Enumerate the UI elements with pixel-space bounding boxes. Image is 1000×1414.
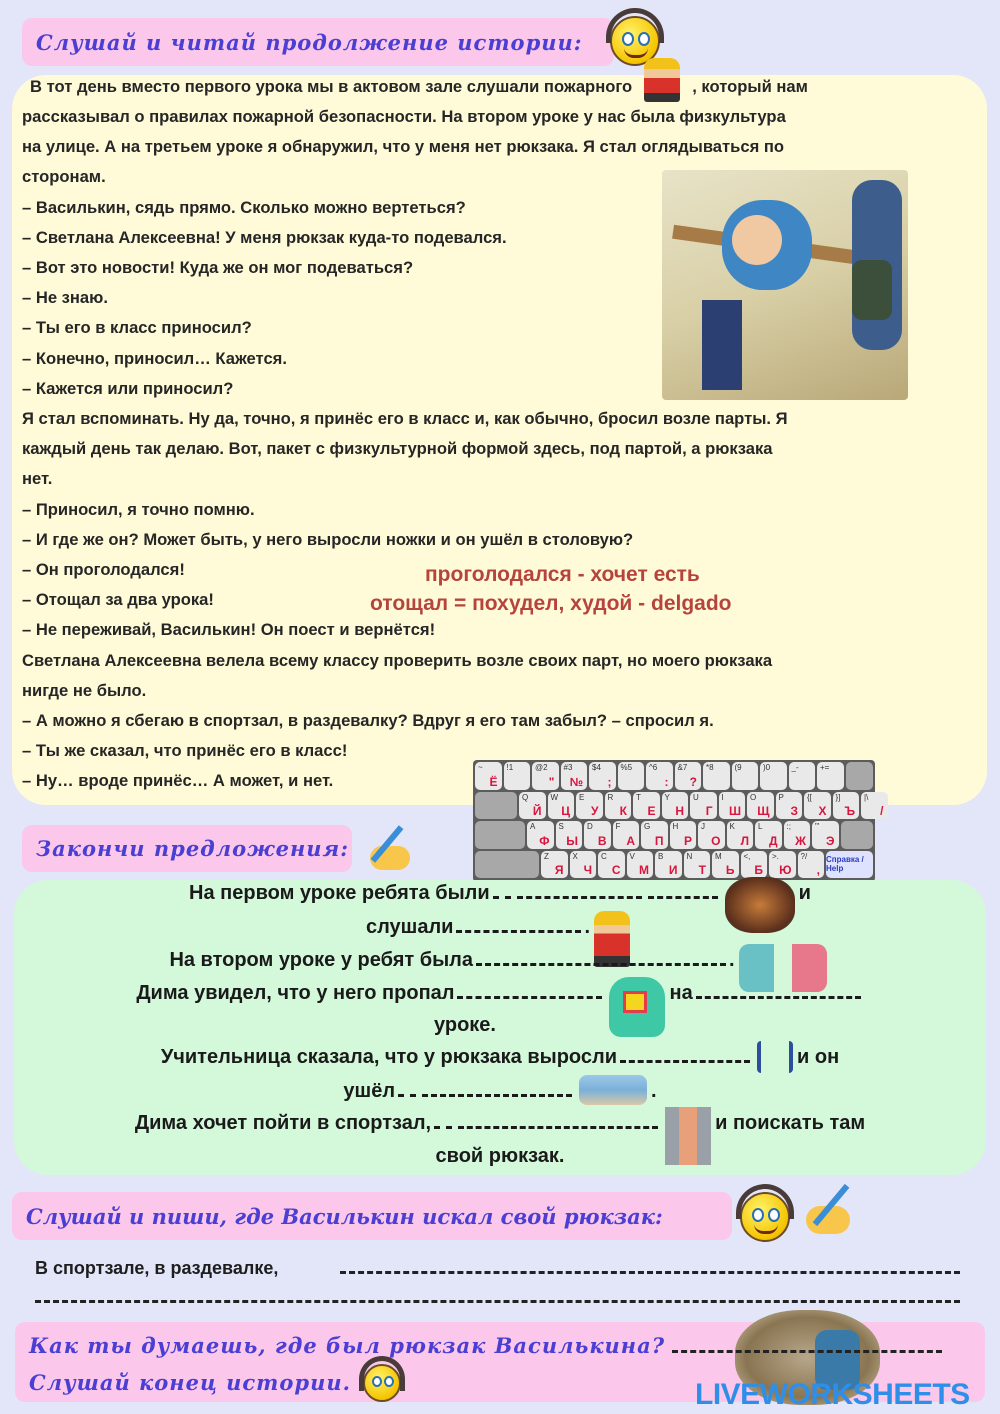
sentence-text: Дима увидел, что у него пропал [136,982,455,1004]
key[interactable] [576,792,603,820]
answer-blank[interactable] [620,1047,750,1063]
key[interactable] [833,792,860,820]
key[interactable] [732,762,759,790]
key-latin: ^6 [649,763,658,772]
key-backspace[interactable] [846,762,874,790]
answer-blank[interactable] [398,1081,416,1097]
story-line: на улице. А на третьем уроке я обнаружил, что у меня нет рюкзака. Я стал оглядываться по [22,137,785,157]
key-latin: G [644,822,651,831]
key-latin: _- [791,763,799,772]
answer-blank[interactable] [458,1113,658,1129]
sentence-text: свой рюкзак. [435,1145,565,1167]
firefighter-icon [644,58,680,102]
key[interactable] [475,762,502,790]
key[interactable] [747,792,774,820]
story-line: В тот день вместо первого урока мы в актовом зале слушали пожарного [30,77,633,96]
story-line: нет. [22,469,53,489]
key-cyrillic: / [880,804,884,818]
key-shift[interactable] [475,851,539,879]
answer-blank[interactable] [457,983,602,999]
listen-end-instruction: Слушай конец истории. [29,1370,351,1395]
story-line: каждый день так делаю. Вот, пакет с физкультурной формой здесь, под партой, а рюкзака [22,439,773,459]
key-latin: $4 [592,763,601,772]
answer-line[interactable] [340,1271,960,1274]
key-latin: U [693,792,699,802]
key[interactable] [719,792,746,820]
key-cyrillic: Ё [489,774,498,789]
key-cyrillic: Г [705,804,713,818]
answer-blank[interactable] [476,950,726,966]
answer-blank[interactable] [456,917,581,933]
story-line: Светлана Алексеевна велела всему классу проверить возле своих парт, но моего рюкзака [22,650,773,670]
key[interactable] [789,762,816,790]
key-latin: F [615,822,621,831]
section-title-listen-write: Слушай и пиши, где Василькин искал свой рюкзак: [12,1192,732,1240]
answer-line[interactable] [672,1350,942,1353]
key-latin: :; [786,822,791,831]
key[interactable] [804,792,831,820]
key[interactable] [755,821,782,849]
key-latin: K [729,822,735,831]
vocab-note: проголодался - хочет есть [425,563,700,586]
section-title-listen-read: Слушай и читай продолжение истории: [22,18,614,66]
key-cyrillic: Ш [728,804,741,818]
key-cyrillic: Х [818,804,827,818]
key[interactable] [812,821,839,849]
key-cyrillic: Н [675,804,684,818]
key[interactable] [598,851,625,879]
key-latin: P [778,792,784,802]
sentence-text: и поискать там [715,1112,866,1134]
key-cyrillic: " [548,774,555,789]
key[interactable] [548,792,575,820]
key[interactable] [584,821,611,849]
key[interactable] [670,821,697,849]
sentence-text: ушёл [343,1080,396,1102]
key-latin: J [701,822,705,831]
key[interactable] [741,851,768,879]
hand-writing-icon [362,818,418,874]
key[interactable] [556,821,583,849]
key-cyrillic: С [611,863,621,877]
answer-prefix: В спортзале, в раздевалке, [35,1258,279,1278]
key-cyrillic: М [639,863,649,877]
sentence-text: . [584,916,591,938]
story-line: – Ты же сказал, что принёс его в класс! [22,741,348,761]
key-latin: += [820,763,830,772]
key-cyrillic: Ы [566,833,578,848]
key[interactable] [776,792,803,820]
key-latin: E [579,792,585,802]
key-cyrillic: : [664,774,669,789]
key-cyrillic: № [569,774,583,789]
key-latin: V [629,851,635,861]
key[interactable] [627,851,654,879]
answer-blank[interactable] [493,883,511,899]
key[interactable] [698,821,725,849]
key[interactable] [561,762,588,790]
sentence-text: . [728,949,735,971]
story-line: – А можно я сбегаю в спортзал, в раздевалку? Вдруг я его там забыл? – спросил я. [22,711,714,730]
key-latin: Y [664,792,670,802]
key-cyrillic: Е [647,804,656,818]
story-line: Я стал вспоминать. Ну да, точно, я принёс его в класс и, как обычно, бросил возле парты. Я [22,409,788,428]
story-first-line [30,72,808,102]
headphones-smiley-icon[interactable] [363,1364,401,1402]
key-cyrillic: , [816,863,820,877]
key-cyrillic: В [597,833,607,848]
sentence-text: . [651,1080,657,1102]
headphones-smiley-icon[interactable] [740,1192,790,1242]
key-latin: Z [544,851,549,861]
key[interactable] [675,762,702,790]
key-latin: B [658,851,664,861]
story-line: – Вот это новости! Куда же он мог подеваться? [22,258,414,277]
key-latin: <, [743,851,751,861]
answer-blank[interactable] [648,883,718,899]
key-cyrillic: ? [689,774,697,789]
key-cyrillic: Ж [795,833,806,848]
key-cyrillic: Ь [725,863,735,877]
key-cyrillic: Ч [583,863,592,877]
key-cyrillic: Р [683,833,692,848]
key-latin: {[ [807,792,812,802]
key-latin: M [715,851,722,861]
key-caps[interactable] [475,821,525,849]
key-cyrillic: У [591,804,599,818]
key[interactable] [646,762,673,790]
sentence-text: уроке. [434,1014,496,1036]
key[interactable] [817,762,844,790]
answer-line[interactable] [35,1300,960,1303]
key-latin: #3 [563,763,573,772]
key-cyrillic: ; [607,774,612,789]
key-latin: A [530,822,536,831]
key-latin: O [750,792,757,802]
key[interactable] [618,762,645,790]
sentence-text: на [669,982,693,1004]
story-line: – Ты его в класс приносил? [22,318,252,338]
key-cyrillic: Я [554,863,564,877]
key-latin: ~ [478,763,483,772]
key-latin: T [636,792,641,802]
key-latin: C [601,851,607,861]
boy-at-desk-illustration [662,170,908,400]
key[interactable] [541,851,568,879]
story-line: нигде не было. [22,680,147,700]
key-cyrillic: Б [754,863,763,877]
key-latin: &7 [677,763,688,772]
key[interactable] [605,792,632,820]
story-line: – Не переживай, Василькин! Он поест и вернётся! [22,620,436,640]
key-latin: R [607,792,614,802]
liveworksheets-logo[interactable]: LIVEWORKSHEETS [695,1378,970,1411]
sentence-text: слушали [365,916,454,938]
key[interactable] [690,792,717,820]
key[interactable] [633,792,660,820]
key[interactable] [519,792,546,820]
canteen-icon [579,1075,647,1105]
key-latin: %5 [620,763,633,772]
sentence-text: и он [797,1046,840,1068]
keyboard-help-button[interactable]: Справка / Help [826,851,873,879]
key-latin: |\ [864,792,869,802]
story-line: , который нам [692,77,808,96]
key-cyrillic: Щ [757,804,770,818]
key-tab[interactable] [475,792,517,820]
think-question: Как ты думаешь, где был рюкзак Василькина? [29,1333,666,1358]
key-cyrillic: А [626,833,635,848]
key[interactable] [760,762,787,790]
key[interactable] [712,851,739,879]
key-cyrillic: О [711,833,721,848]
vocab-note: отощал = похудел, худой - delgado [370,592,732,615]
key-latin: D [587,822,593,831]
key-latin: W [550,792,559,802]
key[interactable] [570,851,597,879]
key-enter[interactable] [841,821,874,849]
key-latin: >. [772,851,779,861]
key-latin: "' [815,822,820,831]
answer-blank[interactable] [696,983,861,999]
key[interactable] [798,851,825,879]
key-latin: Q [522,792,529,802]
story-line: сторонам. [22,167,106,187]
key-cyrillic: Ъ [844,804,855,818]
key-latin: L [758,822,763,831]
key[interactable] [727,821,754,849]
key-latin: *8 [706,763,714,772]
key-cyrillic: З [790,804,798,818]
key-latin: X [572,851,578,861]
hand-writing-icon [802,1180,860,1240]
story-line: – Ну… вроде принёс… А может, и нет. [22,771,334,791]
key[interactable] [613,821,640,849]
key-latin: S [558,822,564,831]
key-latin: !1 [506,763,514,772]
story-line: – Отощал за два урока! [22,590,214,610]
key[interactable] [684,851,711,879]
story-line: – Не знаю. [22,288,108,308]
key[interactable] [641,821,668,849]
key-cyrillic: Ю [779,863,792,877]
answer-blank[interactable] [434,1113,452,1129]
key[interactable] [662,792,689,820]
answer-blank[interactable] [517,883,642,899]
key[interactable] [769,851,796,879]
sentence-text: Учительница сказала, что у рюкзака выросли [160,1046,617,1068]
key-cyrillic: Э [825,833,835,848]
key-cyrillic: Л [740,833,749,848]
sentence-text: На первом уроке ребята были [189,882,490,904]
key-cyrillic: П [654,833,664,848]
virtual-keyboard[interactable] [473,760,884,882]
key-latin: @2 [535,763,548,772]
story-line: – Василькин, сядь прямо. Сколько можно вертеться? [22,197,466,217]
key-cyrillic: Ц [561,804,570,818]
sentence-text: На втором уроке у ребят была [169,949,473,971]
key-latin: H [672,822,679,831]
key[interactable] [655,851,682,879]
key-latin: }] [835,792,841,802]
key-cyrillic: Д [768,833,778,848]
key[interactable] [589,762,616,790]
key[interactable] [784,821,811,849]
section-title-finish: Закончи предложения: [22,825,352,872]
key[interactable] [861,792,888,820]
key[interactable] [532,762,559,790]
sentence-text: и [798,882,811,904]
story-line: – Приносил, я точно помню. [22,499,255,519]
section-title-think [15,1322,715,1402]
key-latin: ?/ [800,851,808,861]
story-line: – Он проголодался! [22,560,185,579]
answer-blank[interactable] [422,1081,572,1097]
story-line: рассказывал о правилах пожарной безопасности. На втором уроке у нас была физкультура [22,107,786,126]
key-latin: N [686,851,693,861]
key[interactable] [703,762,730,790]
story-line: – И где же он? Может быть, у него выросли ножки и он ушёл в столовую? [22,529,634,549]
legs-icon [757,1041,793,1073]
sentence-text: Дима хочет пойти в спортзал, [134,1112,432,1134]
key-cyrillic: И [668,863,678,877]
story-line: – Конечно, приносил… Кажется. [22,348,287,368]
key-latin: )0 [763,763,771,772]
key-cyrillic: Т [698,863,706,877]
story-line: – Кажется или приносил? [22,378,234,398]
key[interactable] [527,821,554,849]
key-latin: (9 [734,763,742,772]
key-cyrillic: Ф [539,833,550,848]
story-line: – Светлана Алексеевна! У меня рюкзак куда-то подевался. [22,227,507,247]
key-cyrillic: К [619,804,627,818]
key[interactable] [504,762,531,790]
key-cyrillic: Й [532,804,542,818]
key-latin: I [721,792,724,802]
